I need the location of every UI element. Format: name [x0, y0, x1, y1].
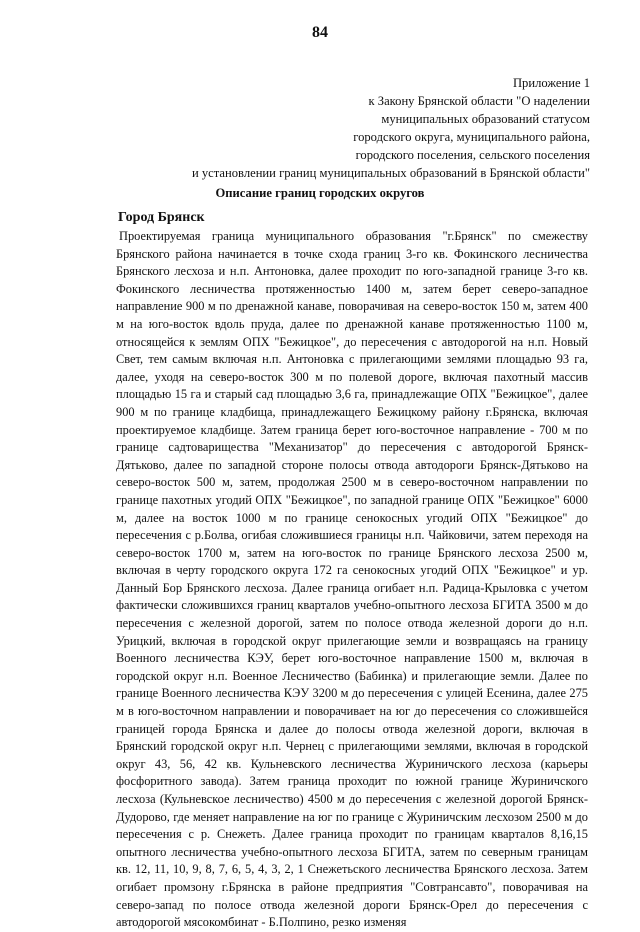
document-title: Описание границ городских округов: [215, 186, 425, 200]
appendix-line: к Закону Брянской области "О наделении: [368, 94, 590, 108]
page-number: 84: [312, 24, 328, 41]
appendix-line: городского поселения, сельского поселения: [355, 148, 590, 162]
appendix-line: Приложение 1: [512, 76, 590, 90]
body-paragraph: Проектируемая граница муниципального образования "г.Брянск" по смежеству Брянского района начинается в точке схода границ 3-го кв. Фокинского лесничества Брянского лесхоза и н.п. Антоновка, далее проходит по юго-западной границе 3-го кв. Фокинского лесничества протяженностью 1400 м, затем берет северо-западное направление 900 м по дренажной канаве, поворачивая на северо-восток 150 м, затем 400 м на юго-восток вдоль пруда, далее по дренажной канаве протяженностью 1100 м, относящейся к землям ОПХ "Бежицкое", до пересечения с автодорогой на н.п. Новый Свет, тем самым включая н.п. Антоновка с прилегающими землями площадью 93 га, далее, уходя на северо-восток 300 м по полевой дороге, включая пахотный массив площадью 15 га и старый сад площадью 3,6 га, принадлежащие ОПХ "Бежицкое", далее 900 м по границе кладбища, принадлежащего Бежицкому району г.Брянска, включая проектируемое кладбище. Затем граница берет юго-восточное направление - 700 м по границе садтоварищества "Механизатор" до пересечения с автодорогой Брянск-Дятьково, далее по западной стороне полосы отвода автодороги Брянск-Дятьково на северо-восток 500 м, затем, продолжая 2500 м в северо-восточном направлении по границе пахотных угодий ОПХ "Бежицкое", по западной границе ОПХ "Бежицкое" 6000 м, далее на восток 1000 м по границе сенокосных угодий ОПХ "Бежицкое" до пересечения с р.Болва, огибая сложившиеся границы н.п. Чайковичи, затем переходя на северо-восток 1700 м, затем на юго-восток по границе Брянского лесхоза 2500 м, включая в черту городского округа 172 га сенокосных угодий ОПХ "Бежицкое" и ур. Данный Бор Брянского лесхоза. Далее граница огибает н.п. Радица-Крыловка с учетом фактически сложившихся границ кварталов учебно-опытного лесхоза БГИТА 3500 м до пересечения с железной дорогой, затем по полосе отвода железной дороги до н.п. Урицкий, включая в городской округ прилегающие земли и возвращаясь на границу Военного лесничества КЭУ, берет юго-восточное направление 1500 м, включая в городской округ н.п. Военное Лесничество (Бабинка) и прилегающие земли. Далее по границе Военного лесничества КЭУ 3200 м до пересечения с улицей Есенина, далее 275 м в юго-восточном направлении и поворачивает на юг до пересечения со сложившейся границей города Брянска и далее до полосы отвода железной дороги, включая в Брянский городской округ н.п. Чернец с прилегающими землями, включая в городской округ 43, 56, 42 кв. Кульневского лесничества Журиничского лесхоза (карьеры фосфоритного завода). Затем граница проходит по южной границе Журиничского лесхоза (Кульневское лесничество) 4500 м до пересечения с железной дорогой Брянск-Дудорово, где меняет направление на юг по границе с Журиничским лесхозом 2500 м до пересечения с р. Снежеть. Далее граница проходит по границам кварталов 8,16,15 опытного лесничества учебно-опытного лесхоза БГИТА, затем по северным границам кв. 12, 11, 10, 9, 8, 7, 6, 5, 4, 3, 2, 1 Снежетьского лесничества Брянского лесхоза. Затем огибает промзону г.Брянска в районе предприятия "Совтрансавто", поворачивая на северо-запад по полосе отвода железной дороги Брянск-Орел до пересечения с автодорогой мясокомбинат - Б.Полпино, резко изменяя: [116, 229, 588, 930]
appendix-line: муниципальных образований статусом: [381, 112, 590, 126]
section-title: Город Брянск: [118, 210, 205, 225]
appendix-line: и установлении границ муниципальных образований в Брянской области": [191, 166, 590, 180]
appendix-header: [120, 74, 590, 182]
appendix-line: городского округа, муниципального района,: [353, 130, 590, 144]
